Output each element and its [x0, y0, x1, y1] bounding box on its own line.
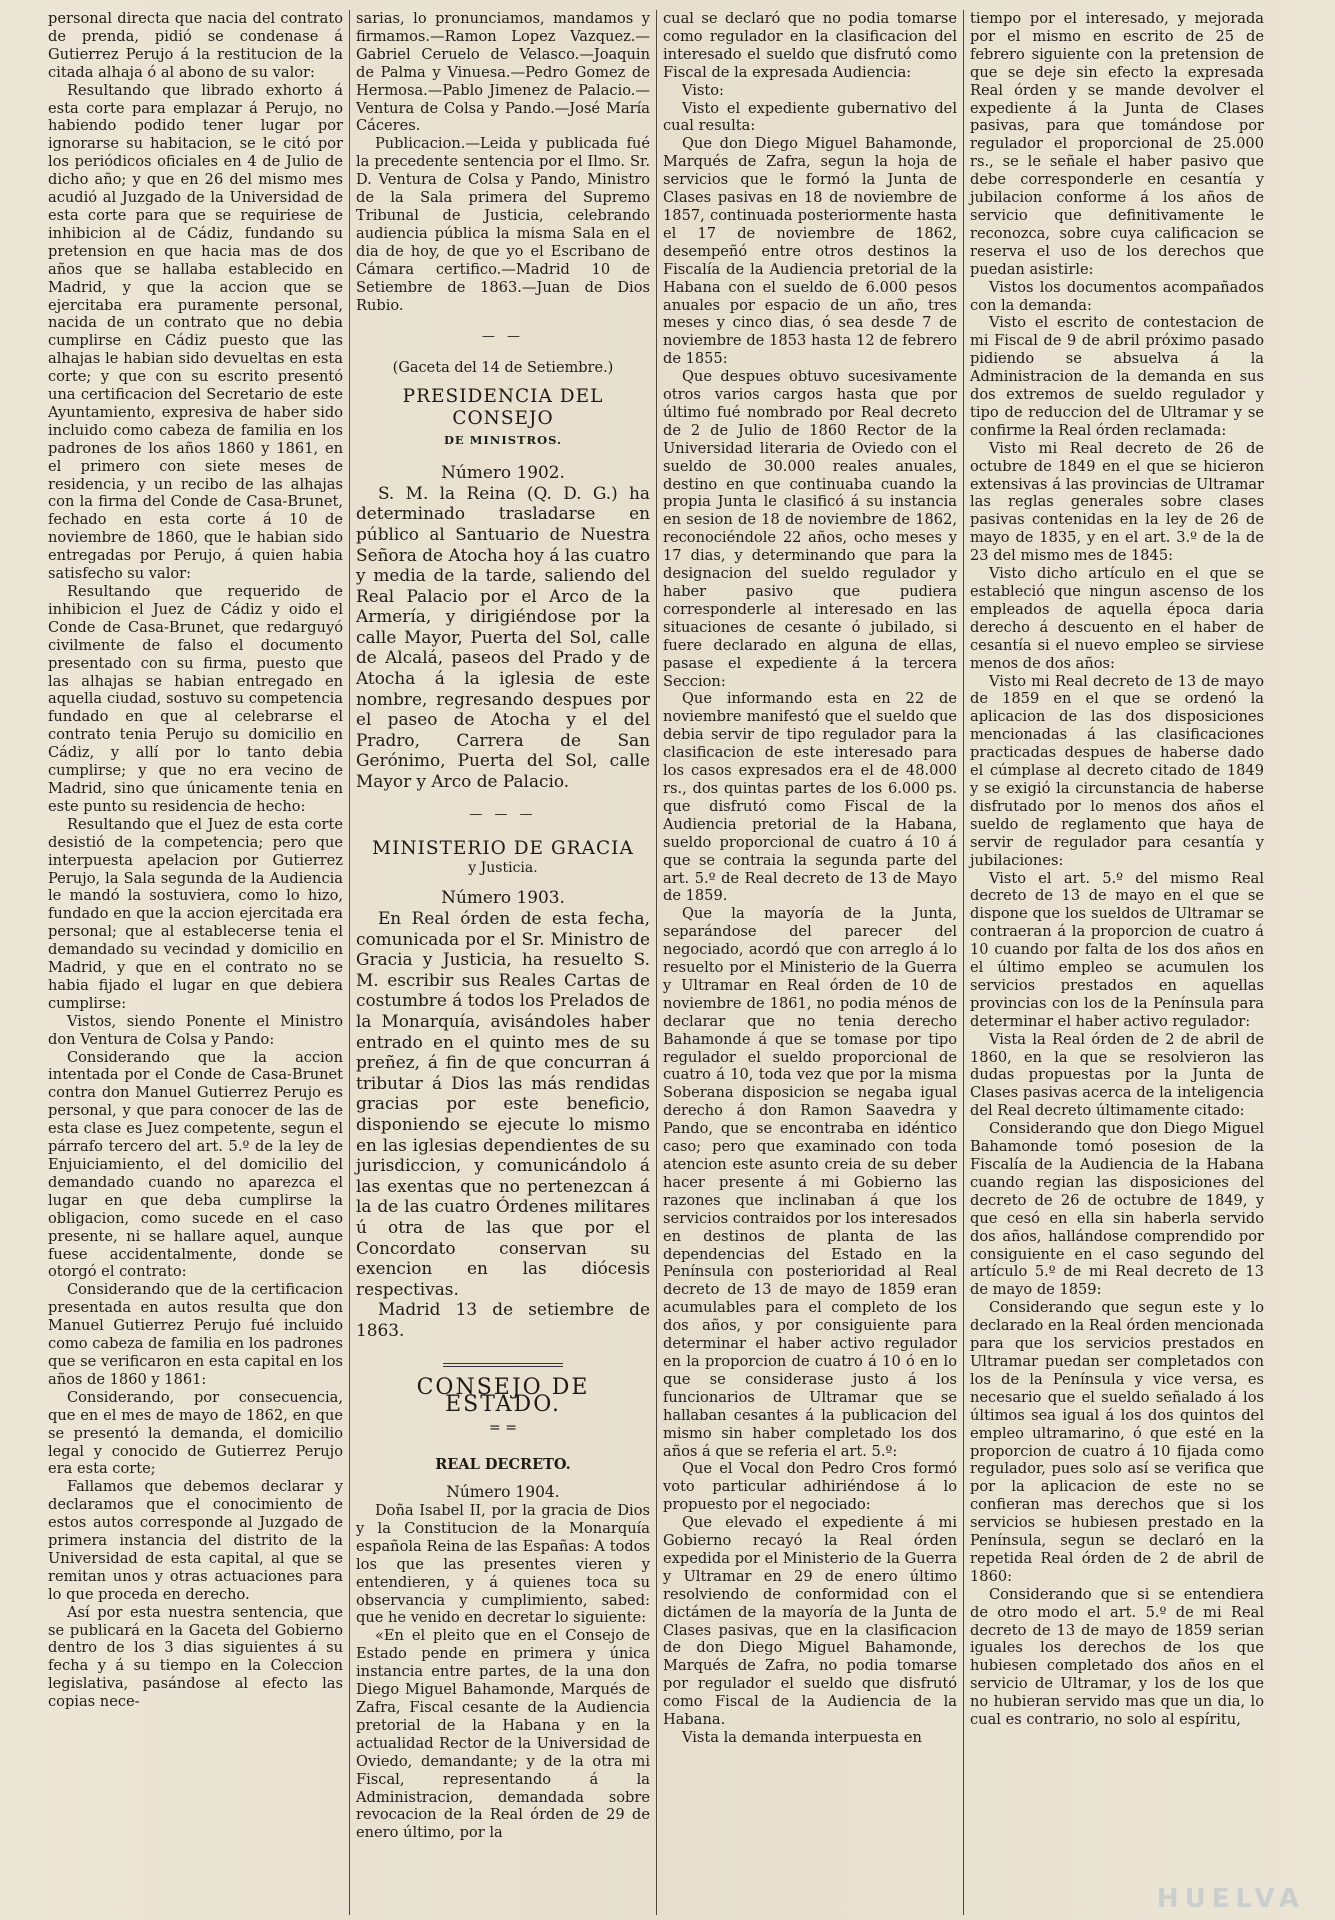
paragraph: Considerando que don Diego Miguel Bahamonde tomó posesion de la Fiscalía de la Audiencia de la Habana cuando regian las disposiciones del decreto de 26 de octubre de 1849, y que cesó en ella sin haberla servido dos años, hallándose comprendido por consiguiente en el caso segundo del artículo 5.º de mi Real decreto de 13 de mayo de 1859:: [970, 1120, 1264, 1299]
paragraph: Considerando que la accion intentada por el Conde de Casa-Brunet contra don Manuel Gutierrez Perujo es personal, y que para conocer de las de esta clase es Juez competente, segun el párrafo tercero del art. 5.º de la ley de Enjuiciamiento, el del domicilio del demandado cuando no aparezca el lugar en que deba cumplirse la obligacion, como sucede en el caso presente, ni se hallare aquel, aunque fuese accidentalmente, donde se otorgó el contrato:: [48, 1048, 343, 1281]
paragraph: Que el Vocal don Pedro Cros formó voto particular adhiriéndose á lo propuesto por el negociado:: [663, 1460, 957, 1514]
paragraph: Visto el escrito de contestacion de mi Fiscal de 9 de abril próximo pasado pidiendo se absuelva á la Administracion de la demanda en sus dos extremos de sueldo regulador y tipo de reduccion del de Ultramar y se confirme la Real órden reclamada:: [970, 314, 1264, 439]
publication-note: Publicacion.—Leida y publicada fué la precedente sentencia por el Ilmo. Sr. D. Ventura de Colsa y Pando, Ministro de la Sala primera del Supremo Tribunal de Justicia, celebrando audiencia pública la misma Sala en el dia de hoy, de que yo el Escribano de Cámara certifico.—Madrid 10 de Setiembre de 1863.—Juan de Dios Rubio.: [356, 135, 650, 314]
columns: [42, 10, 1319, 1915]
paragraph: Visto mi Real decreto de 13 de mayo de 1859 en el que se ordenó la aplicacion de las dos disposiciones mencionadas á las clasificaciones practicadas despues de haberse dado el cúmplase al decreto citado de 1849 y se exigió la circunstancia de haberse disfrutado por lo menos dos años el sueldo de reglamento que haya de servir de regulador para cesantía y jubilaciones:: [970, 672, 1264, 869]
separator: — — —: [469, 806, 537, 822]
paragraph: S. M. la Reina (Q. D. G.) ha determinado trasladarse en público al Santuario de Nuestra Señora de Atocha hoy á las cuatro y media de la tarde, saliendo del Real Palacio por el Arco de la Armería, y dirigiéndose por la calle Mayor, Puerta del Sol, calle de Alcalá, paseos del Prado y de Atocha á la iglesia de este nombre, regresando despues por el paseo de Atocha y el del Pradro, Carrera de San Gerónimo, Puerta del Sol, calle Mayor y Arco de Palacio.: [356, 482, 650, 792]
gracia-body: [356, 887, 650, 1340]
paragraph: Que la mayoría de la Junta, separándose del parecer del negociado, acordó que con arreglo á lo resuelto por el Ministerio de la Guerra y Ultramar en Real órden de 10 de noviembre de 1861, no podia ménos de declarar que no tenia derecho Bahamonde á que se tomase por tipo regulador el sueldo proporcional de cuatro á 10, toda vez que por la misma Soberana disposicion se negaba igual derecho á don Ramon Saavedra y Pando, que se encontraba en idéntico caso; pero que examinado con toda atencion este asunto creia de su deber hacer presente á mi Gobierno las razones que inclinaban á que los servicios contraidos por los interesados en destinos de planta de las dependencias del Estado en la Península con posterioridad al Real decreto de 13 de mayo de 1859 eran acumulables para el completo de los dos años, y por consiguiente para determinar el haber activo regulador en la proporcion de cuatro á 10 ó en lo que se considerase justo á los funcionarios de Ultramar que se hallaban cesantes á la publicacion del mismo sin haber completado los dos años á que se referia el art. 5.º:: [663, 905, 957, 1460]
paragraph: Considerando que de la certificacion presentada en autos resulta que don Manuel Gutierrez Perujo fué incluido como cabeza de familia en los padrones que se verificaron en esta capital en los años de 1860 y 1861:: [48, 1281, 343, 1388]
paragraph: Resultando que librado exhorto á esta corte para emplazar á Perujo, no habiendo podido tener lugar por ignorarse su habitacion, se le citó por los periódicos oficiales en 4 de Julio de dicho año; y que en 26 del mismo mes acudió al Juzgado de la Universidad de esta corte para que se requiriese de inhibicion al de Cádiz, fundando su pretension en que hacia mas de dos años que se hallaba establecido en Madrid, y que la accion que se ejercitaba era puramente personal, nacida de un contrato que no debia cumplirse en Cádiz puesto que las alhajas le habian sido devueltas en esta corte; y que con su escrito presentó una certificacion del Secretario de este Ayuntamiento, expresiva de haber sido incluido como cabeza de familia en los padrones de los años 1860 y 1861, en el primero con siete meses de residencia, y un recibo de las alhajas con la firma del Conde de Casa-Brunet, fechado en esta corte á 10 de noviembre de 1860, que le habian sido entregadas por Perujo, á quien habia satisfecho su valor:: [48, 81, 343, 583]
number-heading: Número 1902.: [441, 462, 565, 483]
paragraph: «En el pleito que en el Consejo de Estado pende en primera y única instancia entre partes, de la una don Diego Miguel Bahamonde, Marqués de Zafra, Fiscal cesante de la Audiencia pretorial de la Habana y en la actualidad Rector de la Universidad de Oviedo, demandante; y de la otra mi Fiscal, representando á la Administracion, demandada sobre revocacion de la Real órden de 29 de enero último, por la: [356, 1627, 650, 1842]
separator: — —: [481, 329, 525, 345]
watermark-logo: HUELVA: [1156, 1884, 1305, 1914]
signatures: sarias, lo pronunciamos, mandamos y firmamos.—Ramon Lopez Vazquez.—Gabriel Ceruelo de Velasco.—Joaquin de Palma y Vinuesa.—Pedro Gomez de Hermosa.—Pablo Jimenez de Palacio.—Ventura de Colsa y Pando.—José María Cáceres.: [356, 10, 650, 135]
paragraph: tiempo por el interesado, y mejorada por el mismo en escrito de 25 de febrero siguiente con la pretension de que se deje sin efecto la expresada Real órden y se mande devolver el expediente á la Junta de Clases pasivas, para que tomándose por regulador el proporcional de 25.000 rs., se le señale el haber pasivo que debe corresponderle en cesantía y jubilacion conforme á los años de servicio que definitivamente le reconozca, sobre cuya calificacion se reserva el uso de los derechos que puedan asistirle:: [970, 10, 1264, 278]
paragraph: personal directa que nacia del contrato de prenda, pidió se condenase á Gutierrez Perujo á la restitucion de la citada alhaja ó al abono de su valor:: [48, 10, 343, 81]
section-title-presidencia: PRESIDENCIA DEL CONSEJO: [402, 386, 604, 430]
column-3: [656, 10, 963, 1915]
section-subtitle-presidencia: DE MINISTROS.: [443, 433, 563, 448]
paragraph: En Real órden de esta fecha, comunicada por el Sr. Ministro de Gracia y Justicia, ha resuelto S. M. escribir sus Reales Cartas de costumbre á todos los Prelados de la Monarquía, avisándoles haber entrado en el quinto mes de su preñez, á fin de que concurran á tributar á Dios las más rendidas gracias por este beneficio, disponiendo se ejecute lo mismo en las iglesias dependientes de su jurisdiccion, y comunicándolo á las exentas que no pertenezcan á la de las cuatro Órdenes militares ú otra de las que por el Concordato conservan su exencion en las diócesis respectivas.: [356, 908, 650, 1299]
section-subtitle-gracia: y Justicia.: [468, 859, 538, 876]
presidencia-body: [356, 462, 650, 792]
gaceta-date: (Gaceta del 14 de Setiembre.): [392, 360, 614, 377]
section-title-gracia: MINISTERIO DE GRACIA: [372, 837, 634, 859]
separator: = =: [489, 1420, 517, 1437]
paragraph: Visto:: [681, 81, 724, 99]
column-1: [42, 10, 349, 1915]
paragraph: Resultando que el Juez de esta corte desistió de la competencia; pero que interpuesta apelacion por Gutierrez Perujo, la Sala segunda de la Audiencia le mandó la sostuviera, como lo hizo, fundado en que la accion ejercitada era personal; que al establecerse tenia el demandado su vecindad y domicilio en Madrid, y que en el contrato no se habia fijado el lugar en que debiera cumplirse:: [48, 815, 343, 1012]
paragraph: Vistos los documentos acompañados con la demanda:: [970, 278, 1264, 314]
paragraph: Considerando que si se entendiera de otro modo el art. 5.º de mi Real decreto de 13 de mayo de 1859 serian iguales los derechos de los que hubiesen completado dos años en el servicio de Ultramar, y los de los que no hubieran servido mas que un dia, lo cual es contrario, no solo al espíritu,: [970, 1585, 1264, 1729]
paragraph: Que informando esta en 22 de noviembre manifestó que el sueldo que debia servir de tipo regulador para la clasificacion de este interesado para los casos expresados era el de 48.000 rs., dos quintas partes de los 6.000 ps. que disfrutó como Fiscal de la Audiencia pretorial de la Habana, sueldo proporcional de cuatro á 10 á que se contraia la segunda parte del art. 5.º de Real decreto de 13 de Mayo de 1859.: [663, 690, 957, 905]
column-2: [349, 10, 656, 1915]
paragraph: Que despues obtuvo sucesivamente otros varios cargos hasta que por último fué nombrado por Real decreto de 2 de Julio de 1860 Rector de la Universidad literaria de Oviedo con el sueldo de 30.000 reales anuales, destino en que continuaba cuando la propia Junta le clasificó á su instancia en sesion de 18 de noviembre de 1862, reconociéndole 22 años, ocho meses y 17 dias, y determinando que para la designacion del sueldo regulador y haber pasivo que pudiera corresponderle al interesado en las situaciones de cesante ó jubilado, si fuere declarado en alguna de ellas, pasase el expediente á la tercera Seccion:: [663, 368, 957, 690]
real-decreto-title: REAL DECRETO.: [435, 1456, 571, 1474]
number-heading: Número 1904.: [446, 1483, 560, 1502]
paragraph: Que elevado el expediente á mi Gobierno recayó la Real órden expedida por el Ministerio de la Guerra y Ultramar en 29 de enero último resolviendo de conformidad con el dictámen de la mayoría de la Junta de Clases pasivas, que en la clasificacion de don Diego Miguel Bahamonde, Marqués de Zafra, no podia tomarse por regulador el sueldo que disfrutó como Fiscal de la Audiencia de la Habana.: [663, 1514, 957, 1729]
column-4: [963, 10, 1270, 1915]
paragraph: Doña Isabel II, por la gracia de Dios y la Constitucion de la Monarquía española Reina de las Españas: A todos los que las presentes vieren y entendieren, y á quienes toca su observancia y cumplimiento, sabed: que he venido en decretar lo siguiente:: [356, 1502, 650, 1627]
number-heading: Número 1903.: [441, 887, 565, 908]
paragraph: Así por esta nuestra sentencia, que se publicará en la Gaceta del Gobierno dentro de los 3 dias siguientes á su fecha y á su tiempo en la Coleccion legislativa, pasándose al efecto las copias nece-: [48, 1603, 343, 1711]
paragraph: Considerando, por consecuencia, que en el mes de mayo de 1862, en que se presentó la demanda, el domicilio legal y conocido de Gutierrez Perujo era esta corte;: [48, 1388, 343, 1478]
paragraph: Considerando que segun este y lo declarado en la Real órden mencionada para que los servicios prestados en Ultramar puedan ser completados con los de la Península y vice versa, es necesario que el sueldo señalado á los últimos sea igual á los dos quintos del empleo ultramarino, ó que esté en la proporcion de cuatro á 10 fijada como regulador, pues solo así se verifica que por la aplicacion de este no se confieran mas derechos que si los servicios se hubiesen prestado en la Península, segun se declaró en la repetida Real órden de 2 de abril de 1860:: [970, 1299, 1264, 1585]
paragraph: Vista la demanda interpuesta en: [681, 1729, 922, 1746]
paragraph: Visto el art. 5.º del mismo Real decreto de 13 de mayo en el que se dispone que los sueldos de Ultramar se contraeran á la proporcion de cuatro á 10 cuando por falta de los dos años en el último empleo se acumulen los servicios prestados en aquellas provincias con los de la Península para determinar el haber activo regulador:: [970, 869, 1264, 1030]
section-title-consejo-estado: CONSEJO DE ESTADO.: [416, 1374, 590, 1418]
paragraph: Fallamos que debemos declarar y declaramos que el conocimiento de estos autos corresponde al Juzgado de primera instancia del distrito de la Universidad de esta capital, al que se remitan unos y otras actuaciones para lo que proceda en derecho.: [48, 1478, 343, 1603]
paragraph: cual se declaró que no podia tomarse como regulador en la clasificacion del interesado el sueldo que disfrutó como Fiscal de la expresada Audiencia:: [663, 10, 957, 81]
paragraph: Vista la Real órden de 2 de abril de 1860, en la que se resolvieron las dudas propuestas por la Junta de Clases pasivas acerca de la inteligencia del Real decreto últimamente citado:: [970, 1030, 1264, 1120]
date-line: Madrid 13 de setiembre de 1863.: [356, 1299, 650, 1340]
paragraph: Resultando que requerido de inhibicion el Juez de Cádiz y oido el Conde de Casa-Brunet, que redarguyó civilmente de falso el documento presentado con su firma, puesto que las alhajas se habian entregado en aquella ciudad, sostuvo su competencia fundado en que al celebrarse el contrato tenia Perujo su domicilio en Cádiz, y allí por lo tanto debia cumplirse; y que no era vecino de Madrid, sino que únicamente tenia en este punto su residencia de hecho:: [48, 583, 343, 815]
paragraph: Visto mi Real decreto de 26 de octubre de 1849 en el que se hicieron extensivas á las provincias de Ultramar las reglas generales sobre clases pasivas contenidas en la ley de 26 de mayo de 1835, y en el art. 3.º de la de 23 del mismo mes de 1845:: [970, 439, 1264, 565]
double-rule: [443, 1363, 563, 1367]
paragraph: Que don Diego Miguel Bahamonde, Marqués de Zafra, segun la hoja de servicios que le formó la Junta de Clases pasivas en 18 de noviembre de 1857, continuada posteriormente hasta el 17 de noviembre de 1862, desempeñó entre otros destinos la Fiscalía de la Audiencia pretorial de la Habana con el sueldo de 6.000 pesos anuales por espacio de un año, tres meses y cinco dias, ó sea desde 7 de noviembre de 1853 hasta 12 de febrero de 1855:: [663, 135, 957, 368]
paragraph: Vistos, siendo Ponente el Ministro don Ventura de Colsa y Pando:: [48, 1012, 343, 1048]
paragraph: Visto dicho artículo en el que se estableció que ningun ascenso de los empleados de aquella época daria derecho á descuento en el haber de cesantía si el nuevo empleo se sirviese menos de dos años:: [970, 565, 1264, 672]
paragraph: Visto el expediente gubernativo del cual resulta:: [663, 99, 957, 135]
